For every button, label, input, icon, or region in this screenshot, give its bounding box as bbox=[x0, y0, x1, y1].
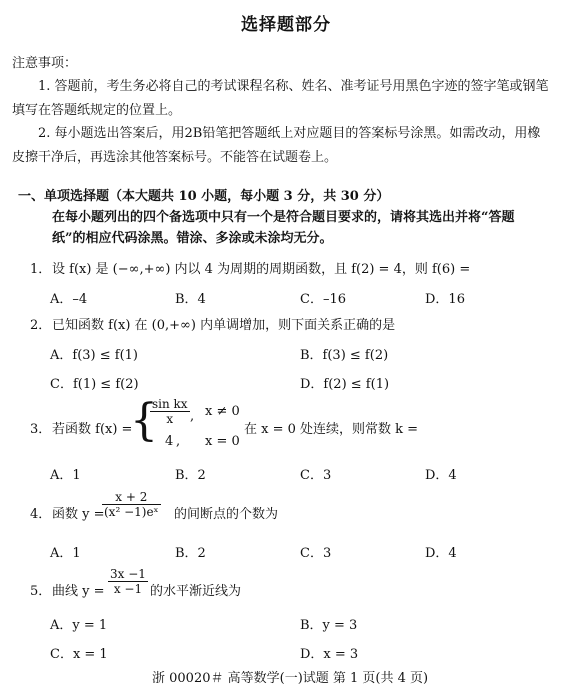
question-1-stem: 设 f(x) 是 (−∞,+∞) 内以 4 为周期的周期函数，且 f(2) = 4，则 f(6) = bbox=[52, 262, 471, 277]
page-footer: 浙 00020＃ 高等数学(一)试题 第 1 页(共 4 页) bbox=[152, 671, 429, 686]
section-instruction-line1: 在每小题列出的四个备选项中只有一个是符合题目要求的，请将其选出并将“答题 bbox=[52, 210, 515, 225]
notice-item1-line1: 1. 答题前，考生务必将自己的考试课程名称、姓名、准考证号用黑色字迹的签字笔或钢笔 bbox=[38, 79, 549, 94]
q4-option-d[interactable]: D．4 bbox=[425, 546, 457, 561]
question-4-fraction bbox=[102, 490, 161, 519]
q5-option-c[interactable]: C．x = 1 bbox=[50, 647, 108, 662]
question-5-stem-pre: 曲线 y = bbox=[52, 584, 105, 599]
q5-option-d[interactable]: D．x = 3 bbox=[300, 647, 359, 662]
q1-option-d[interactable]: D．16 bbox=[425, 292, 465, 307]
case1-comma: , bbox=[190, 409, 195, 424]
notice-item2-line2: 皮擦干净后，再选涂其他答案标号。不能答在试题卷上。 bbox=[12, 150, 338, 165]
case2-condition: x = 0 bbox=[205, 434, 240, 449]
notice-item1-line2: 填写在答题纸规定的位置上。 bbox=[12, 103, 182, 118]
q4-option-b[interactable]: B．2 bbox=[175, 546, 206, 561]
case1-denominator: x bbox=[166, 412, 174, 426]
q5-denominator: x −1 bbox=[113, 582, 143, 596]
q5-option-a[interactable]: A．y = 1 bbox=[50, 618, 108, 633]
question-5-stem-post: 的水平渐近线为 bbox=[150, 584, 242, 599]
q4-denominator: (x² −1)eˣ bbox=[104, 505, 159, 519]
question-4-stem-pre: 函数 y = bbox=[52, 507, 105, 522]
q5-numerator: 3x −1 bbox=[110, 567, 146, 581]
section-heading: 一、单项选择题（本大题共 10 小题，每小题 3 分，共 30 分） bbox=[18, 189, 390, 204]
q3-option-d[interactable]: D．4 bbox=[425, 468, 457, 483]
q3-option-b[interactable]: B．2 bbox=[175, 468, 206, 483]
case1-numerator: sin kx bbox=[152, 397, 188, 411]
piecewise-brace: { bbox=[130, 395, 158, 446]
case2-comma: , bbox=[176, 434, 181, 449]
q4-numerator: x + 2 bbox=[102, 490, 161, 505]
notice-heading: 注意事项： bbox=[12, 56, 78, 71]
q5-option-b[interactable]: B．y = 3 bbox=[300, 618, 358, 633]
page-title: 选择题部分 bbox=[241, 15, 331, 35]
question-5-number: 5． bbox=[30, 584, 52, 599]
q2-option-c[interactable]: C．f(1) ≤ f(2) bbox=[50, 377, 139, 392]
q1-option-c[interactable]: C．–16 bbox=[300, 292, 346, 307]
notice-item2-line1: 2. 每小题选出答案后，用2B铅笔把答题纸上对应题目的答案标号涂黑。如需改动，用橡 bbox=[38, 126, 541, 141]
q4-option-a[interactable]: A．1 bbox=[50, 546, 81, 561]
question-2-stem: 已知函数 f(x) 在 (0,+∞) 内单调增加，则下面关系正确的是 bbox=[52, 318, 396, 333]
question-3-stem-pre: 若函数 f(x) = bbox=[52, 422, 133, 437]
question-1-number: 1． bbox=[30, 262, 52, 277]
question-3-number: 3． bbox=[30, 422, 52, 437]
q2-option-b[interactable]: B．f(3) ≤ f(2) bbox=[300, 348, 389, 363]
q4-option-c[interactable]: C．3 bbox=[300, 546, 332, 561]
question-4-number: 4． bbox=[30, 507, 52, 522]
q3-option-c[interactable]: C．3 bbox=[300, 468, 332, 483]
q1-option-a[interactable]: A．–4 bbox=[50, 292, 88, 307]
piecewise-case-1-fraction bbox=[150, 397, 190, 426]
question-2-number: 2． bbox=[30, 318, 52, 333]
question-3-stem-post: 在 x = 0 处连续，则常数 k = bbox=[244, 422, 419, 437]
q2-option-d[interactable]: D．f(2) ≤ f(1) bbox=[300, 377, 390, 392]
case1-condition: x ≠ 0 bbox=[205, 404, 240, 419]
q3-option-a[interactable]: A．1 bbox=[50, 468, 81, 483]
question-4-stem-post: 的间断点的个数为 bbox=[174, 507, 279, 522]
case2-value: 4 bbox=[165, 434, 174, 449]
q1-option-b[interactable]: B．4 bbox=[175, 292, 206, 307]
question-5-fraction bbox=[108, 567, 148, 596]
section-instruction-line2: 纸”的相应代码涂黑。错涂、多涂或未涂均无分。 bbox=[52, 231, 333, 246]
q2-option-a[interactable]: A．f(3) ≤ f(1) bbox=[50, 348, 138, 363]
